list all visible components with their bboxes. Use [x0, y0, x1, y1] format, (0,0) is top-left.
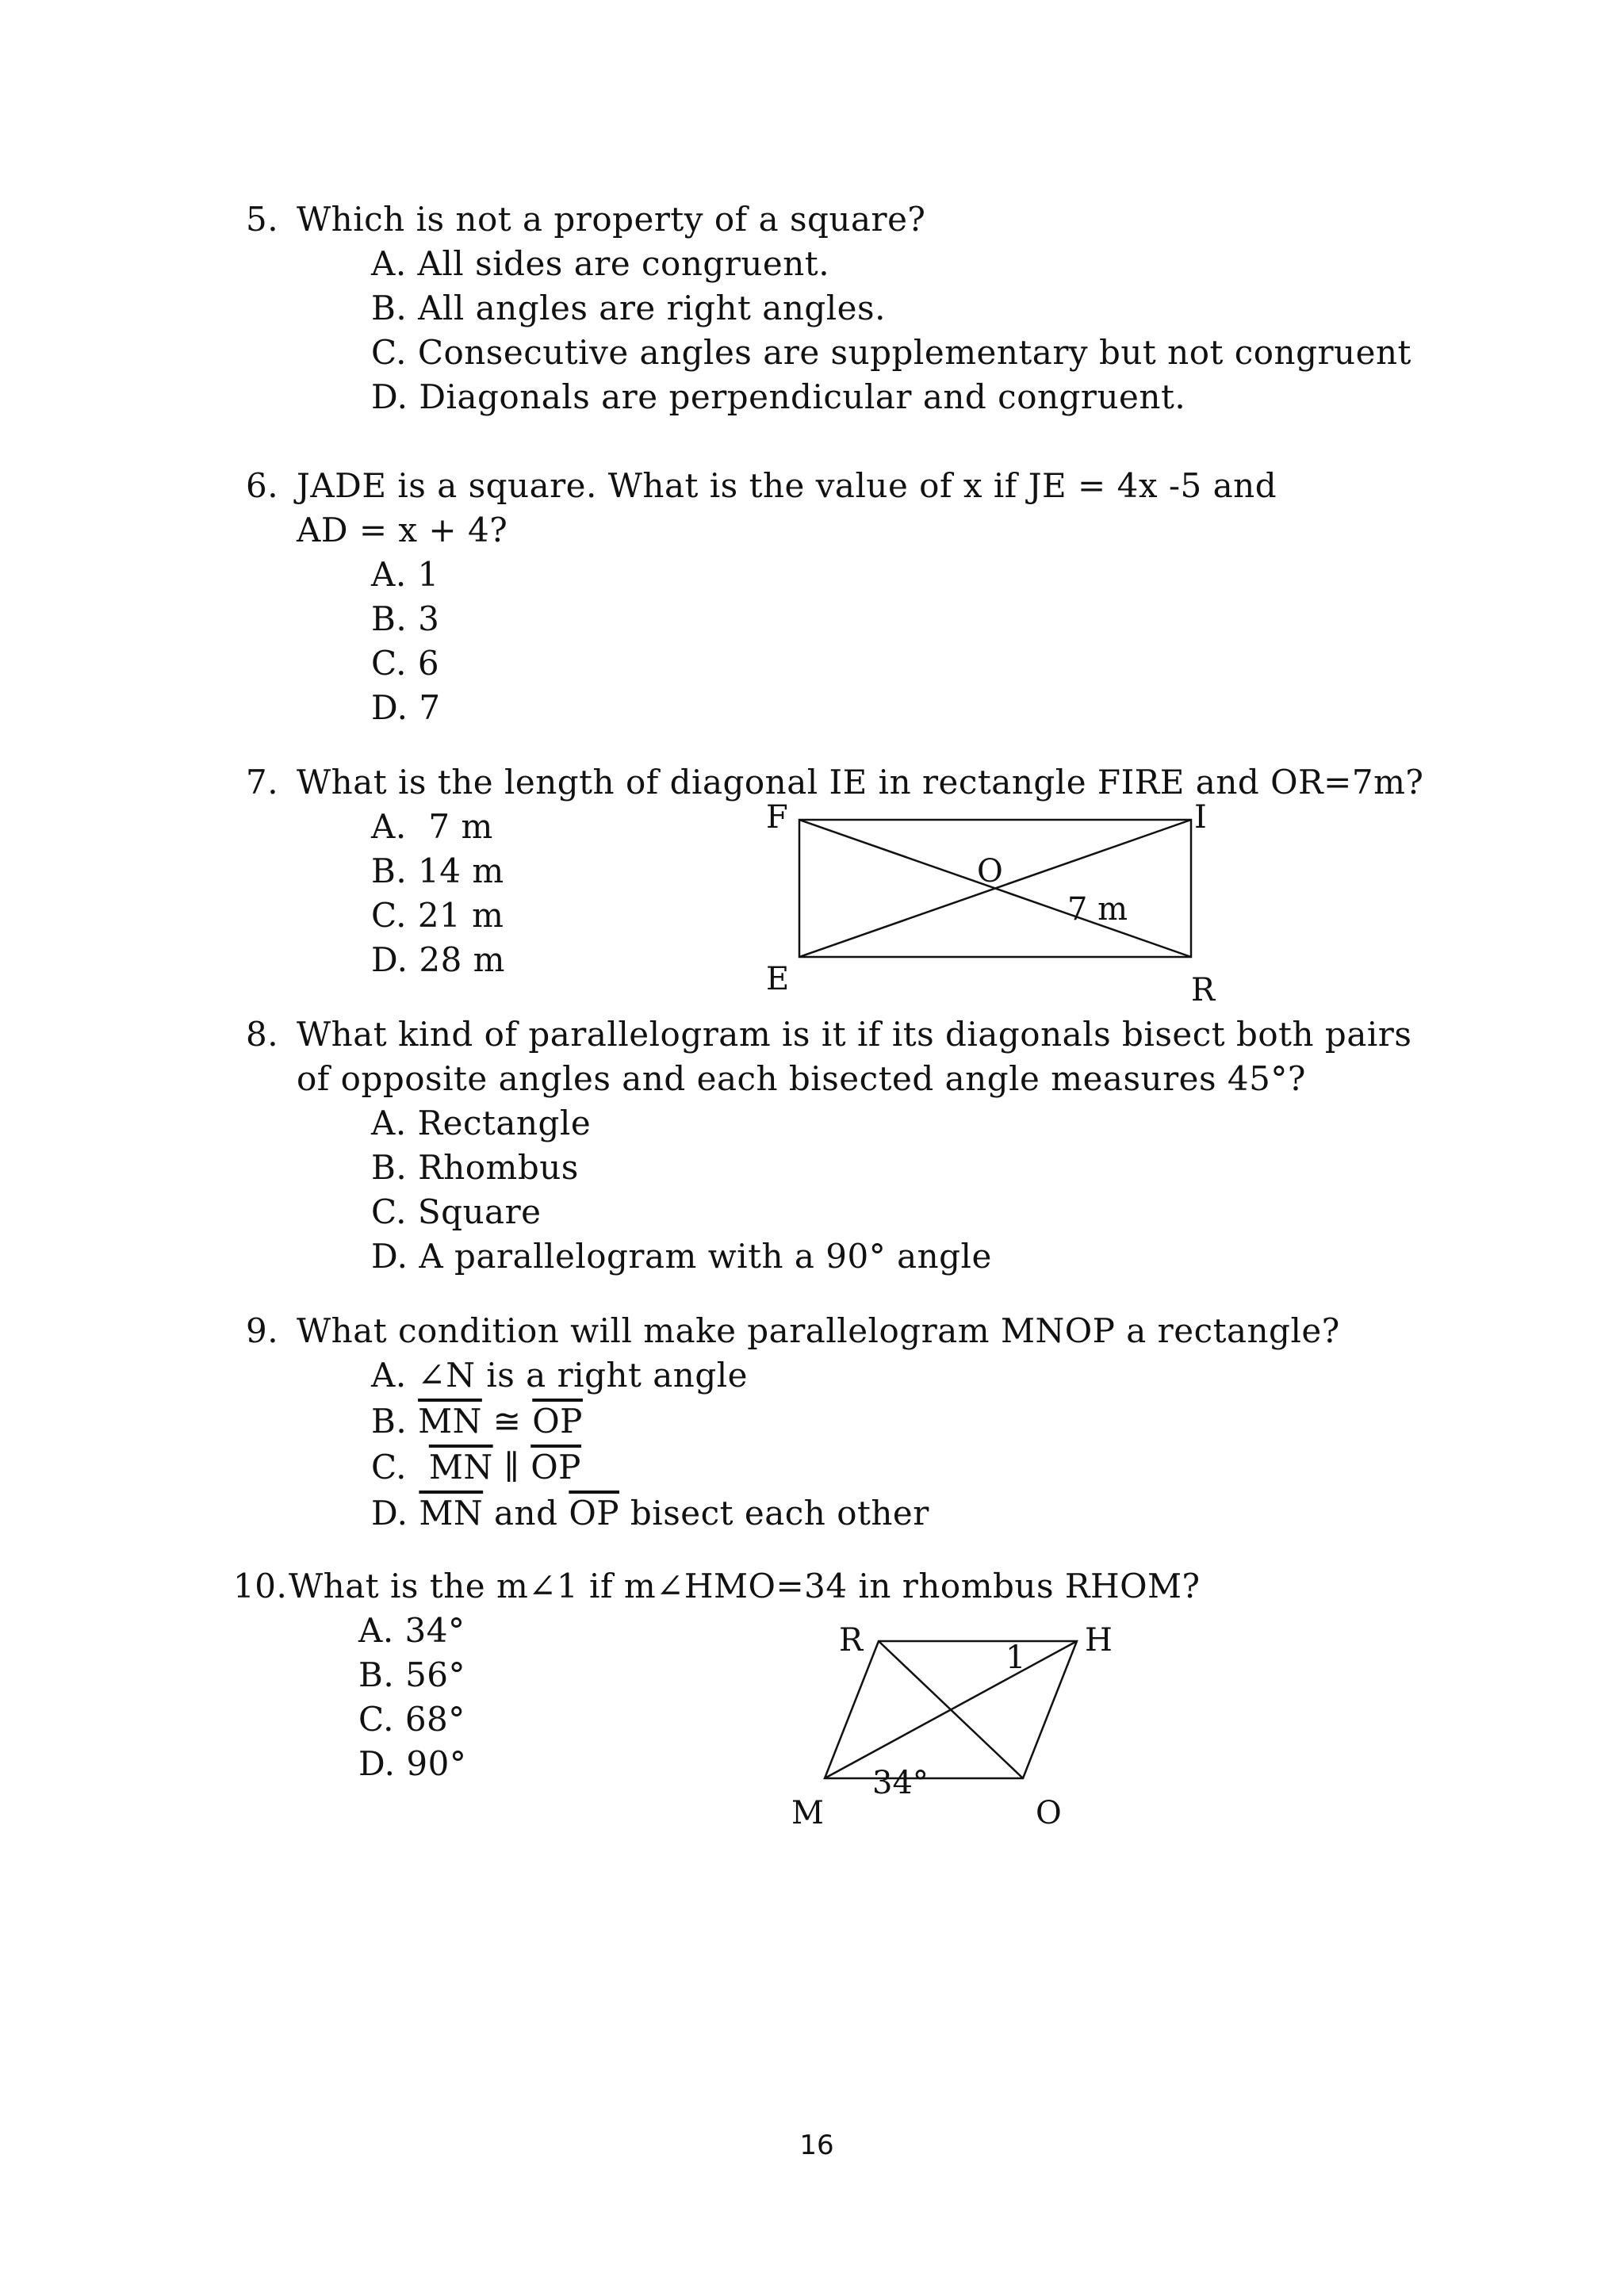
q10-choice-c: C. 68°	[358, 1700, 465, 1739]
q6-stem-line2: AD = x + 4?	[297, 511, 508, 549]
label-m: M	[791, 1795, 824, 1831]
segment-mn: $\overline{MN}$	[419, 1494, 484, 1533]
label-angle-1: 1	[1005, 1640, 1026, 1676]
choice-letter: D.	[371, 1494, 408, 1533]
q7-number: 7.	[246, 763, 279, 802]
choice-letter: B.	[371, 1402, 408, 1441]
q6-choice-c: C. 6	[371, 644, 440, 683]
q8-choice-a: A. Rectangle	[371, 1104, 592, 1142]
label-7m: 7 m	[1067, 891, 1128, 928]
label-i: I	[1194, 799, 1207, 836]
segment-op: $\overline{OP}$	[532, 1402, 583, 1441]
label-h: H	[1085, 1622, 1113, 1659]
q7-choice-d: D. 28 m	[371, 940, 505, 979]
q7-choice-b: B. 14 m	[371, 851, 504, 890]
congruent-symbol: ≅	[481, 1402, 533, 1441]
choice-text: ∠N is a right angle	[417, 1356, 749, 1395]
label-34-degrees: 34°	[872, 1765, 929, 1801]
diagonal-hm	[825, 1641, 1077, 1778]
q5-choice-b: B. All angles are right angles.	[371, 289, 886, 327]
segment-op: $\overline{OP}$	[530, 1448, 581, 1487]
label-r: R	[1191, 972, 1216, 1008]
q10-choice-b: B. 56°	[358, 1655, 466, 1694]
label-r: R	[839, 1622, 864, 1659]
q5-choice-d: D. Diagonals are perpendicular and congruent.	[371, 377, 1186, 416]
q5-stem: Which is not a property of a square?	[297, 200, 926, 239]
label-e: E	[766, 961, 790, 997]
q10-stem: What is the m∠1 if m∠HMO=34 in rhombus RHOM?	[289, 1567, 1201, 1605]
q10-choice-d: D. 90°	[358, 1744, 467, 1783]
q5-choice-c: C. Consecutive angles are supplementary but not congruent	[371, 333, 1411, 372]
q5-number: 5.	[246, 200, 279, 239]
q6-choice-d: D. 7	[371, 688, 441, 727]
q10-number: 10.	[233, 1567, 288, 1605]
label-o: O	[977, 853, 1003, 890]
label-f: F	[766, 799, 788, 836]
q8-choice-c: C. Square	[371, 1192, 542, 1231]
q10-choice-a: A. 34°	[358, 1611, 465, 1650]
page-number: 16	[799, 2130, 834, 2161]
rectangle-fire-figure	[766, 799, 1216, 1008]
segment-mn: $\overline{MN}$	[428, 1448, 493, 1487]
q7-choice-a: A. 7 m	[371, 807, 493, 846]
q7-stem: What is the length of diagonal IE in rectangle FIRE and OR=7m?	[297, 763, 1424, 802]
q8-choice-b: B. Rhombus	[371, 1148, 579, 1187]
q8-stem-line2: of opposite angles and each bisected angle measures 45°?	[297, 1059, 1306, 1098]
q6-choice-b: B. 3	[371, 599, 440, 638]
label-o: O	[1036, 1795, 1062, 1831]
conjunction-text: and	[483, 1494, 569, 1533]
choice-letter: C.	[371, 1448, 407, 1487]
q6-number: 6.	[246, 466, 279, 505]
segment-mn: $\overline{MN}$	[418, 1402, 482, 1441]
q8-number: 8.	[246, 1015, 279, 1054]
q9-number: 9.	[246, 1311, 279, 1350]
q8-choice-d: D. A parallelogram with a 90° angle	[371, 1237, 992, 1276]
rhombus-rhom-figure	[791, 1622, 1113, 1831]
parallel-symbol: ∥	[492, 1448, 531, 1487]
q6-stem-line1: JADE is a square. What is the value of x if JE = 4x -5 and	[297, 466, 1277, 505]
q9-stem: What condition will make parallelogram MNOP a rectangle?	[297, 1311, 1340, 1350]
choice-letter: A.	[371, 1356, 407, 1395]
q8-stem-line1: What kind of parallelogram is it if its diagonals bisect both pairs	[297, 1015, 1412, 1054]
segment-op: $\overline{OP}$	[569, 1494, 620, 1533]
choice-tail-text: bisect each other	[619, 1494, 929, 1533]
q5-choice-a: A. All sides are congruent.	[371, 244, 830, 283]
q7-choice-c: C. 21 m	[371, 896, 504, 935]
q6-choice-a: A. 1	[371, 555, 439, 594]
